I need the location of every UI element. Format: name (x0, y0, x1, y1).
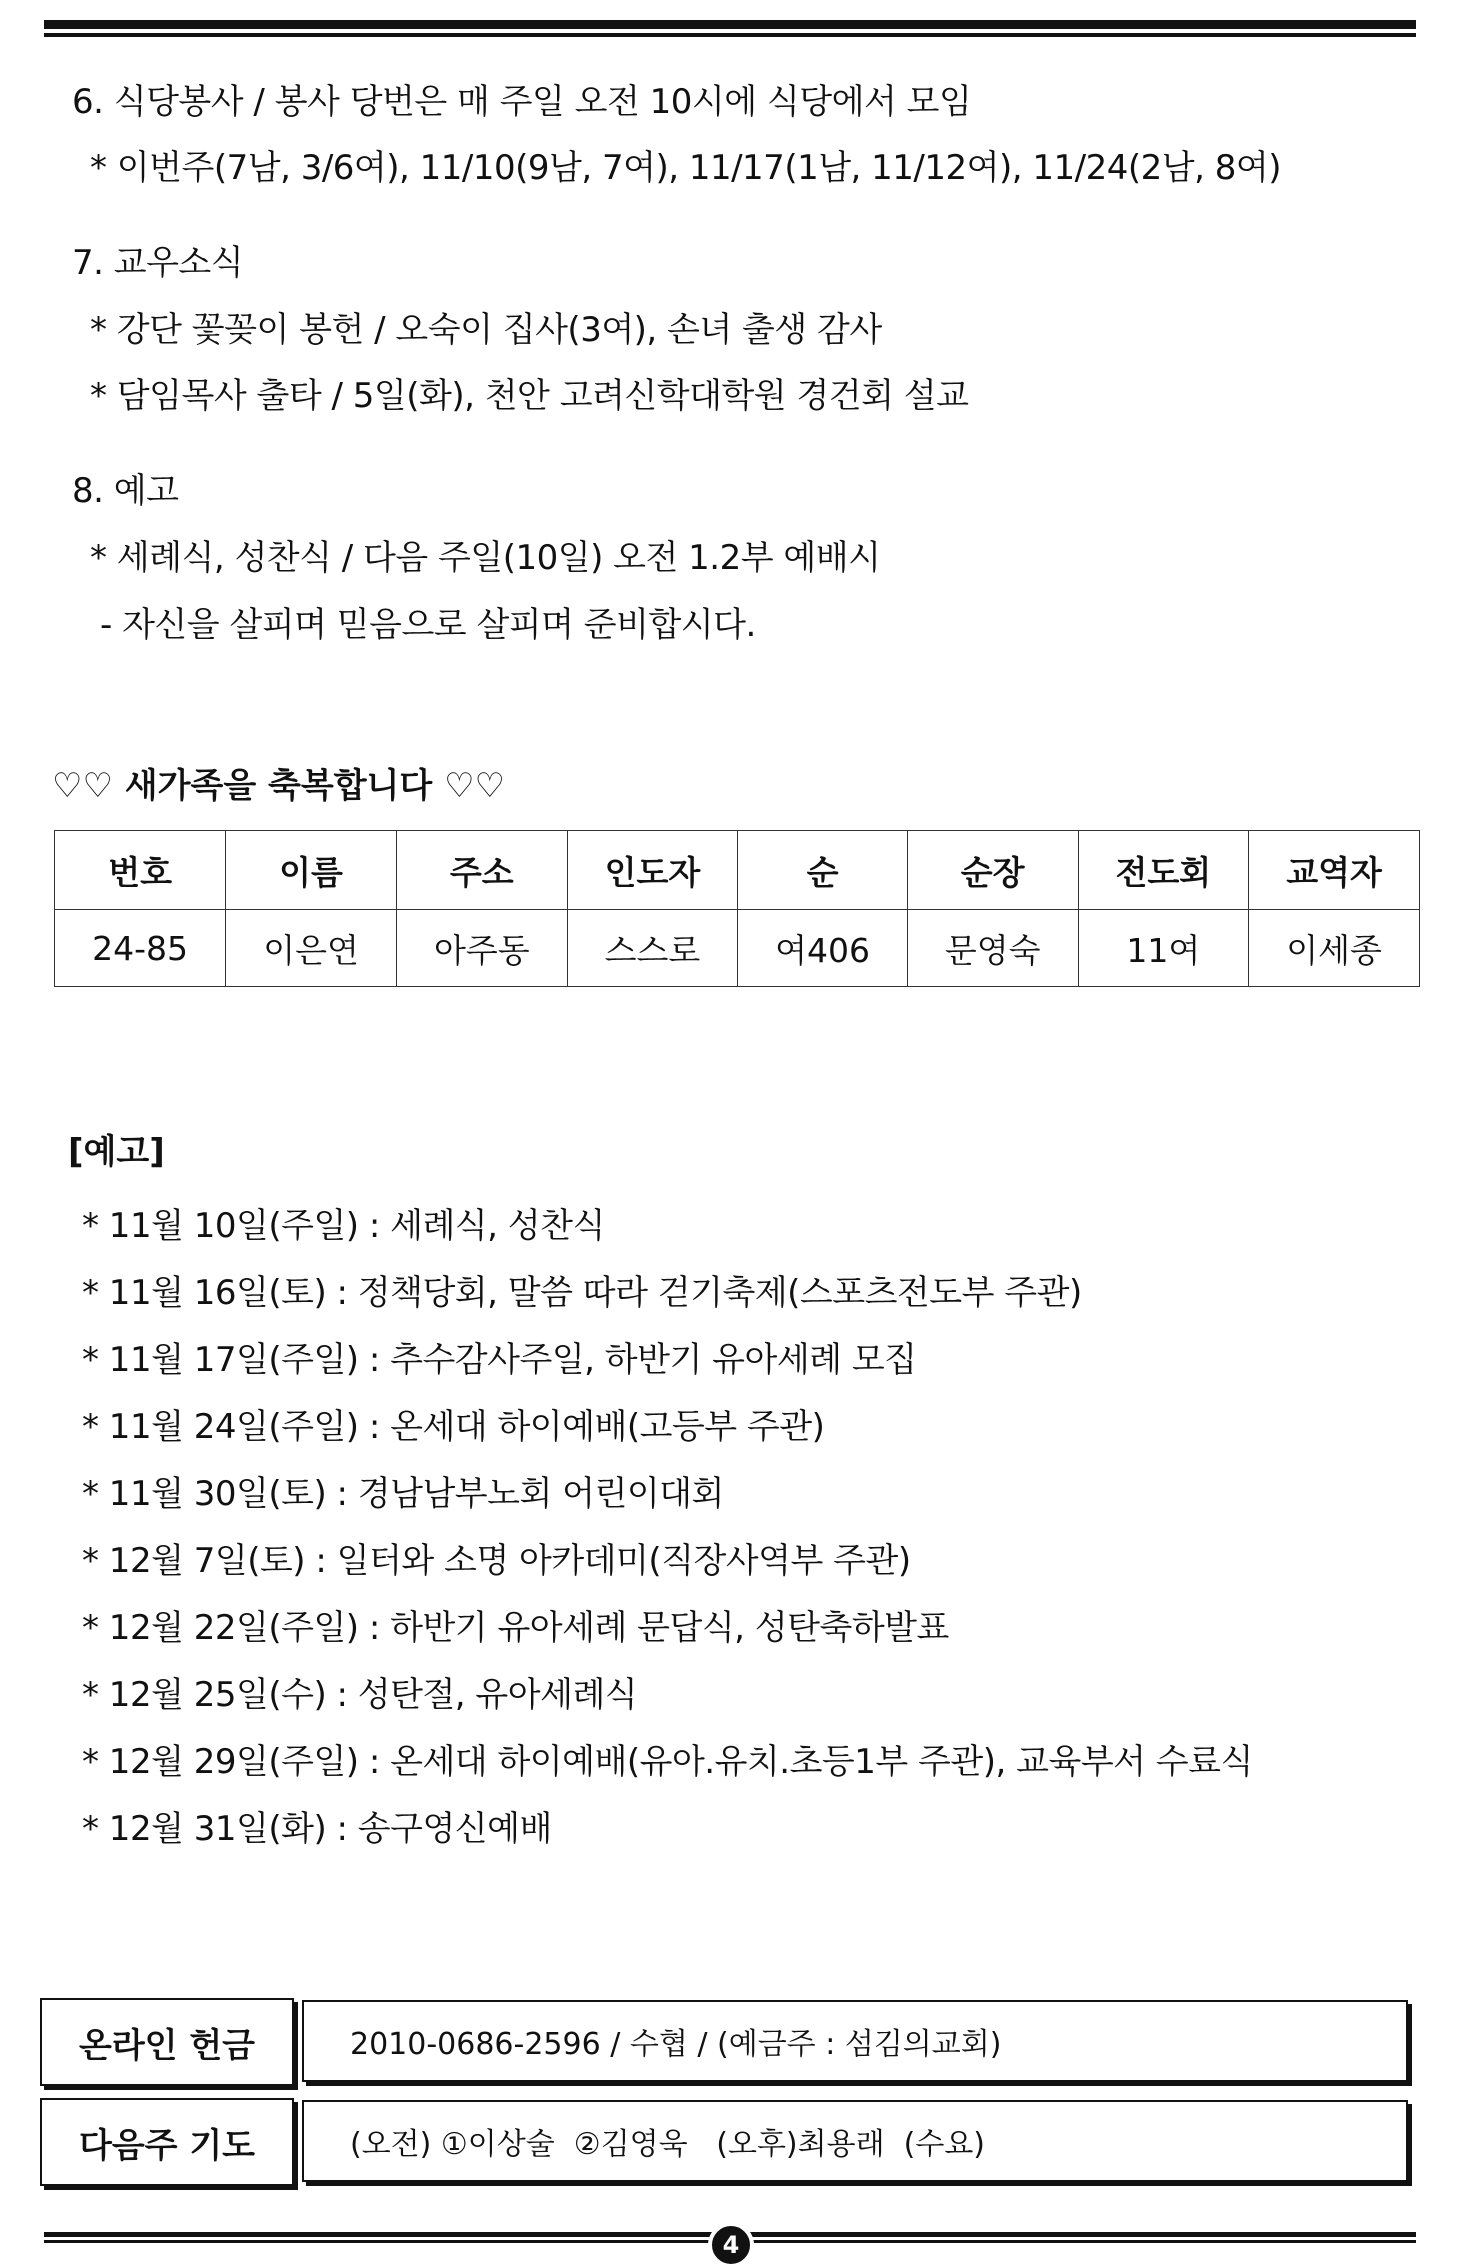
notice-item: * 12월 22일(주일) : 하반기 유아세례 문답식, 성탄축하발표 (82, 1608, 949, 1648)
col-header: 인도자 (567, 831, 738, 910)
table-header-row (55, 831, 1420, 910)
section-7-item: * 담임목사 출타 / 5일(화), 천안 고려신학대학원 경건회 설교 (90, 376, 969, 416)
new-family-table (54, 830, 1420, 987)
table-cell: 스스로 (567, 910, 738, 987)
section-6-item: * 이번주(7남, 3/6여), 11/10(9남, 7여), 11/17(1남, 11/12여), 11/24(2남, 8여) (90, 148, 1281, 188)
notice-title: [예고] (68, 1132, 165, 1172)
page-number: 4 (708, 2222, 754, 2268)
table-cell: 문영숙 (907, 910, 1078, 987)
online-giving-value: 2010-0686-2596 / 수협 / (예금주 : 섬김의교회) (302, 2000, 1408, 2082)
next-prayer-value: (오전) ①이상술 ②김영욱 (오후)최용래 (수요) (302, 2100, 1408, 2182)
top-rule (44, 20, 1416, 37)
notice-item: * 11월 17일(주일) : 추수감사주일, 하반기 유아세례 모집 (82, 1340, 917, 1380)
table-cell: 여406 (738, 910, 907, 987)
next-prayer-label: 다음주 기도 (40, 2098, 294, 2186)
table-cell: 이세종 (1249, 910, 1420, 987)
notice-item: * 11월 16일(토) : 정책당회, 말씀 따라 걷기축제(스포츠전도부 주관) (82, 1273, 1082, 1313)
notice-item: * 12월 31일(화) : 송구영신예배 (82, 1809, 552, 1849)
col-header: 교역자 (1249, 831, 1420, 910)
table-cell: 24-85 (55, 910, 226, 987)
online-giving-label: 온라인 헌금 (40, 1998, 294, 2086)
notice-item: * 11월 24일(주일) : 온세대 하이예배(고등부 주관) (82, 1407, 825, 1447)
section-7-title: 7. 교우소식 (72, 243, 244, 283)
new-family-title: ♡♡ 새가족을 축복합니다 ♡♡ (52, 766, 506, 806)
table-cell: 11여 (1078, 910, 1249, 987)
notice-item: * 11월 30일(토) : 경남남부노회 어린이대회 (82, 1474, 724, 1514)
table-row (55, 910, 1420, 987)
col-header: 전도회 (1078, 831, 1249, 910)
table-cell: 이은연 (226, 910, 397, 987)
section-8-item: - 자신을 살피며 믿음으로 살피며 준비합시다. (100, 605, 756, 645)
section-6-title: 6. 식당봉사 / 봉사 당번은 매 주일 오전 10시에 식당에서 모임 (72, 82, 972, 122)
section-8-title: 8. 예고 (72, 471, 179, 511)
notice-item: * 12월 25일(수) : 성탄절, 유아세례식 (82, 1675, 638, 1715)
col-header: 주소 (396, 831, 567, 910)
notice-item: * 12월 29일(주일) : 온세대 하이예배(유아.유치.초등1부 주관), 교육부서 수료식 (82, 1742, 1253, 1782)
section-7-item: * 강단 꽃꽂이 봉헌 / 오숙이 집사(3여), 손녀 출생 감사 (90, 310, 882, 350)
col-header: 순장 (907, 831, 1078, 910)
col-header: 번호 (55, 831, 226, 910)
col-header: 이름 (226, 831, 397, 910)
table-cell: 아주동 (396, 910, 567, 987)
notice-item: * 11월 10일(주일) : 세례식, 성찬식 (82, 1206, 605, 1246)
notice-item: * 12월 7일(토) : 일터와 소명 아카데미(직장사역부 주관) (82, 1541, 911, 1581)
section-8-item: * 세례식, 성찬식 / 다음 주일(10일) 오전 1.2부 예배시 (90, 538, 881, 578)
col-header: 순 (738, 831, 907, 910)
